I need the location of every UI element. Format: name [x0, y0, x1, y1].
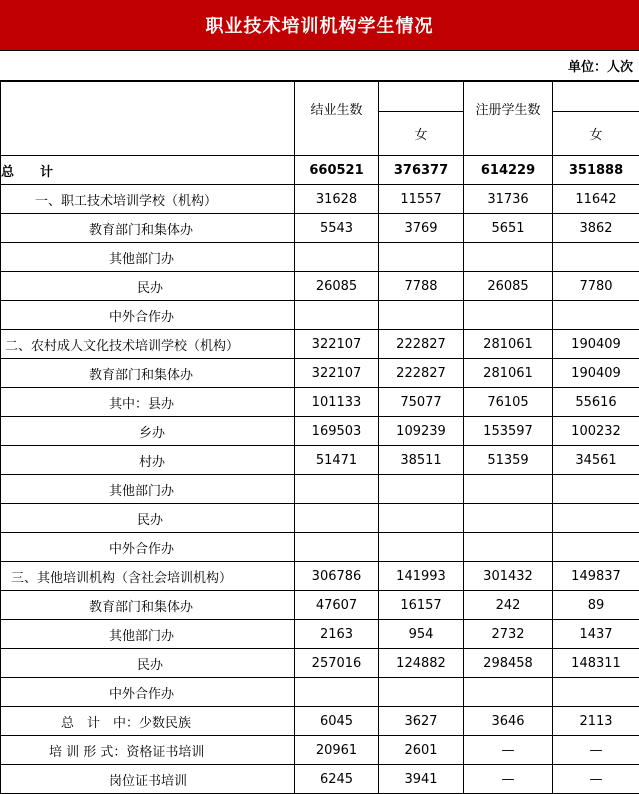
table-row	[1, 446, 639, 475]
cell-value	[379, 678, 464, 707]
cell-value: 660521	[295, 156, 379, 185]
row-label: 民办	[1, 272, 295, 301]
table-row	[1, 185, 639, 214]
table-row	[1, 475, 639, 504]
row-label: 其他部门办	[1, 620, 295, 649]
cell-value: 2732	[464, 620, 553, 649]
table-row	[1, 562, 639, 591]
data-table	[0, 81, 639, 794]
cell-value: 376377	[379, 156, 464, 185]
cell-value: 301432	[464, 562, 553, 591]
header-female-2	[553, 82, 639, 156]
cell-value	[553, 243, 639, 272]
cell-value	[295, 678, 379, 707]
table-row	[1, 214, 639, 243]
header-female-1-label: 女	[379, 112, 463, 155]
row-label: 三、其他培训机构（含社会培训机构）	[1, 562, 295, 591]
cell-value	[379, 475, 464, 504]
table-row	[1, 533, 639, 562]
cell-value	[379, 243, 464, 272]
row-label: 其他部门办	[1, 475, 295, 504]
cell-value	[553, 533, 639, 562]
cell-value: 3627	[379, 707, 464, 736]
row-label: 教育部门和集体办	[1, 359, 295, 388]
cell-value: 148311	[553, 649, 639, 678]
row-label: 岗位证书培训	[1, 765, 295, 794]
cell-value: 31628	[295, 185, 379, 214]
cell-value: 26085	[464, 272, 553, 301]
row-label: 乡办	[1, 417, 295, 446]
cell-value: 222827	[379, 330, 464, 359]
cell-value	[553, 475, 639, 504]
table-row	[1, 765, 639, 794]
cell-value: 954	[379, 620, 464, 649]
cell-value: 11642	[553, 185, 639, 214]
row-label: 二、农村成人文化技术培训学校（机构）	[1, 330, 295, 359]
cell-value: 7788	[379, 272, 464, 301]
cell-value: 31736	[464, 185, 553, 214]
cell-value: 6045	[295, 707, 379, 736]
table-row	[1, 707, 639, 736]
cell-value: 281061	[464, 330, 553, 359]
cell-value	[553, 504, 639, 533]
cell-value: 222827	[379, 359, 464, 388]
cell-value: 5543	[295, 214, 379, 243]
row-label: 教育部门和集体办	[1, 591, 295, 620]
cell-value: 2601	[379, 736, 464, 765]
unit-label: 单位：人次	[0, 51, 639, 81]
cell-value: 11557	[379, 185, 464, 214]
cell-value: 169503	[295, 417, 379, 446]
header-registered	[464, 82, 553, 156]
table-row	[1, 156, 639, 185]
cell-value: 26085	[295, 272, 379, 301]
cell-value: 5651	[464, 214, 553, 243]
cell-value: 34561	[553, 446, 639, 475]
cell-value: 51359	[464, 446, 553, 475]
cell-value	[464, 475, 553, 504]
table-row	[1, 417, 639, 446]
table-row	[1, 243, 639, 272]
cell-value	[553, 301, 639, 330]
table-row	[1, 301, 639, 330]
row-label: 总 计 中：少数民族	[1, 707, 295, 736]
cell-value	[379, 504, 464, 533]
cell-value: 3769	[379, 214, 464, 243]
cell-value: 153597	[464, 417, 553, 446]
row-label: 中外合作办	[1, 678, 295, 707]
table-row	[1, 272, 639, 301]
header-registered-label: 注册学生数	[464, 99, 552, 118]
cell-value: 298458	[464, 649, 553, 678]
cell-value: 51471	[295, 446, 379, 475]
cell-value: 1437	[553, 620, 639, 649]
table-row	[1, 620, 639, 649]
row-label: 中外合作办	[1, 301, 295, 330]
cell-value: 76105	[464, 388, 553, 417]
header-graduates	[295, 82, 379, 156]
cell-value	[464, 243, 553, 272]
header-female-2-label: 女	[553, 112, 639, 155]
cell-value: 2163	[295, 620, 379, 649]
cell-value: 141993	[379, 562, 464, 591]
cell-value: —	[553, 736, 639, 765]
row-label: 中外合作办	[1, 533, 295, 562]
cell-value: 6245	[295, 765, 379, 794]
row-label: 民办	[1, 504, 295, 533]
cell-value: 124882	[379, 649, 464, 678]
cell-value: 109239	[379, 417, 464, 446]
row-label: 培 训 形 式：资格证书培训	[1, 736, 295, 765]
cell-value: 322107	[295, 330, 379, 359]
cell-value	[295, 475, 379, 504]
cell-value	[464, 678, 553, 707]
table-row	[1, 388, 639, 417]
cell-value: 351888	[553, 156, 639, 185]
row-label: 一、职工技术培训学校（机构）	[1, 185, 295, 214]
cell-value: 257016	[295, 649, 379, 678]
header-blank-cell	[1, 82, 295, 156]
row-label: 总 计	[1, 156, 295, 185]
row-label: 民办	[1, 649, 295, 678]
cell-value: 614229	[464, 156, 553, 185]
cell-value: 89	[553, 591, 639, 620]
cell-value: 322107	[295, 359, 379, 388]
cell-value: 190409	[553, 359, 639, 388]
table-body	[1, 156, 639, 794]
cell-value: —	[464, 736, 553, 765]
header-female-1	[379, 82, 464, 156]
cell-value: 306786	[295, 562, 379, 591]
cell-value: 100232	[553, 417, 639, 446]
cell-value	[295, 243, 379, 272]
cell-value	[464, 504, 553, 533]
cell-value: 190409	[553, 330, 639, 359]
cell-value	[295, 301, 379, 330]
cell-value: 7780	[553, 272, 639, 301]
table-row	[1, 504, 639, 533]
cell-value: 281061	[464, 359, 553, 388]
header-row	[1, 82, 639, 156]
cell-value	[379, 533, 464, 562]
cell-value	[464, 301, 553, 330]
cell-value: 3646	[464, 707, 553, 736]
table-row	[1, 736, 639, 765]
cell-value	[464, 533, 553, 562]
table-row	[1, 678, 639, 707]
page-title: 职业技术培训机构学生情况	[0, 0, 639, 51]
cell-value: —	[553, 765, 639, 794]
row-label: 教育部门和集体办	[1, 214, 295, 243]
cell-value	[379, 301, 464, 330]
cell-value: 149837	[553, 562, 639, 591]
cell-value: —	[464, 765, 553, 794]
cell-value: 38511	[379, 446, 464, 475]
cell-value: 2113	[553, 707, 639, 736]
row-label: 村办	[1, 446, 295, 475]
header-graduates-label: 结业生数	[295, 99, 378, 118]
table-row	[1, 591, 639, 620]
cell-value: 55616	[553, 388, 639, 417]
cell-value: 242	[464, 591, 553, 620]
cell-value	[295, 533, 379, 562]
cell-value: 3941	[379, 765, 464, 794]
cell-value: 101133	[295, 388, 379, 417]
cell-value: 16157	[379, 591, 464, 620]
table-row	[1, 330, 639, 359]
cell-value: 75077	[379, 388, 464, 417]
table-row	[1, 649, 639, 678]
cell-value: 3862	[553, 214, 639, 243]
row-label: 其中：县办	[1, 388, 295, 417]
cell-value: 20961	[295, 736, 379, 765]
cell-value	[295, 504, 379, 533]
cell-value	[553, 678, 639, 707]
table-row	[1, 359, 639, 388]
row-label: 其他部门办	[1, 243, 295, 272]
cell-value: 47607	[295, 591, 379, 620]
